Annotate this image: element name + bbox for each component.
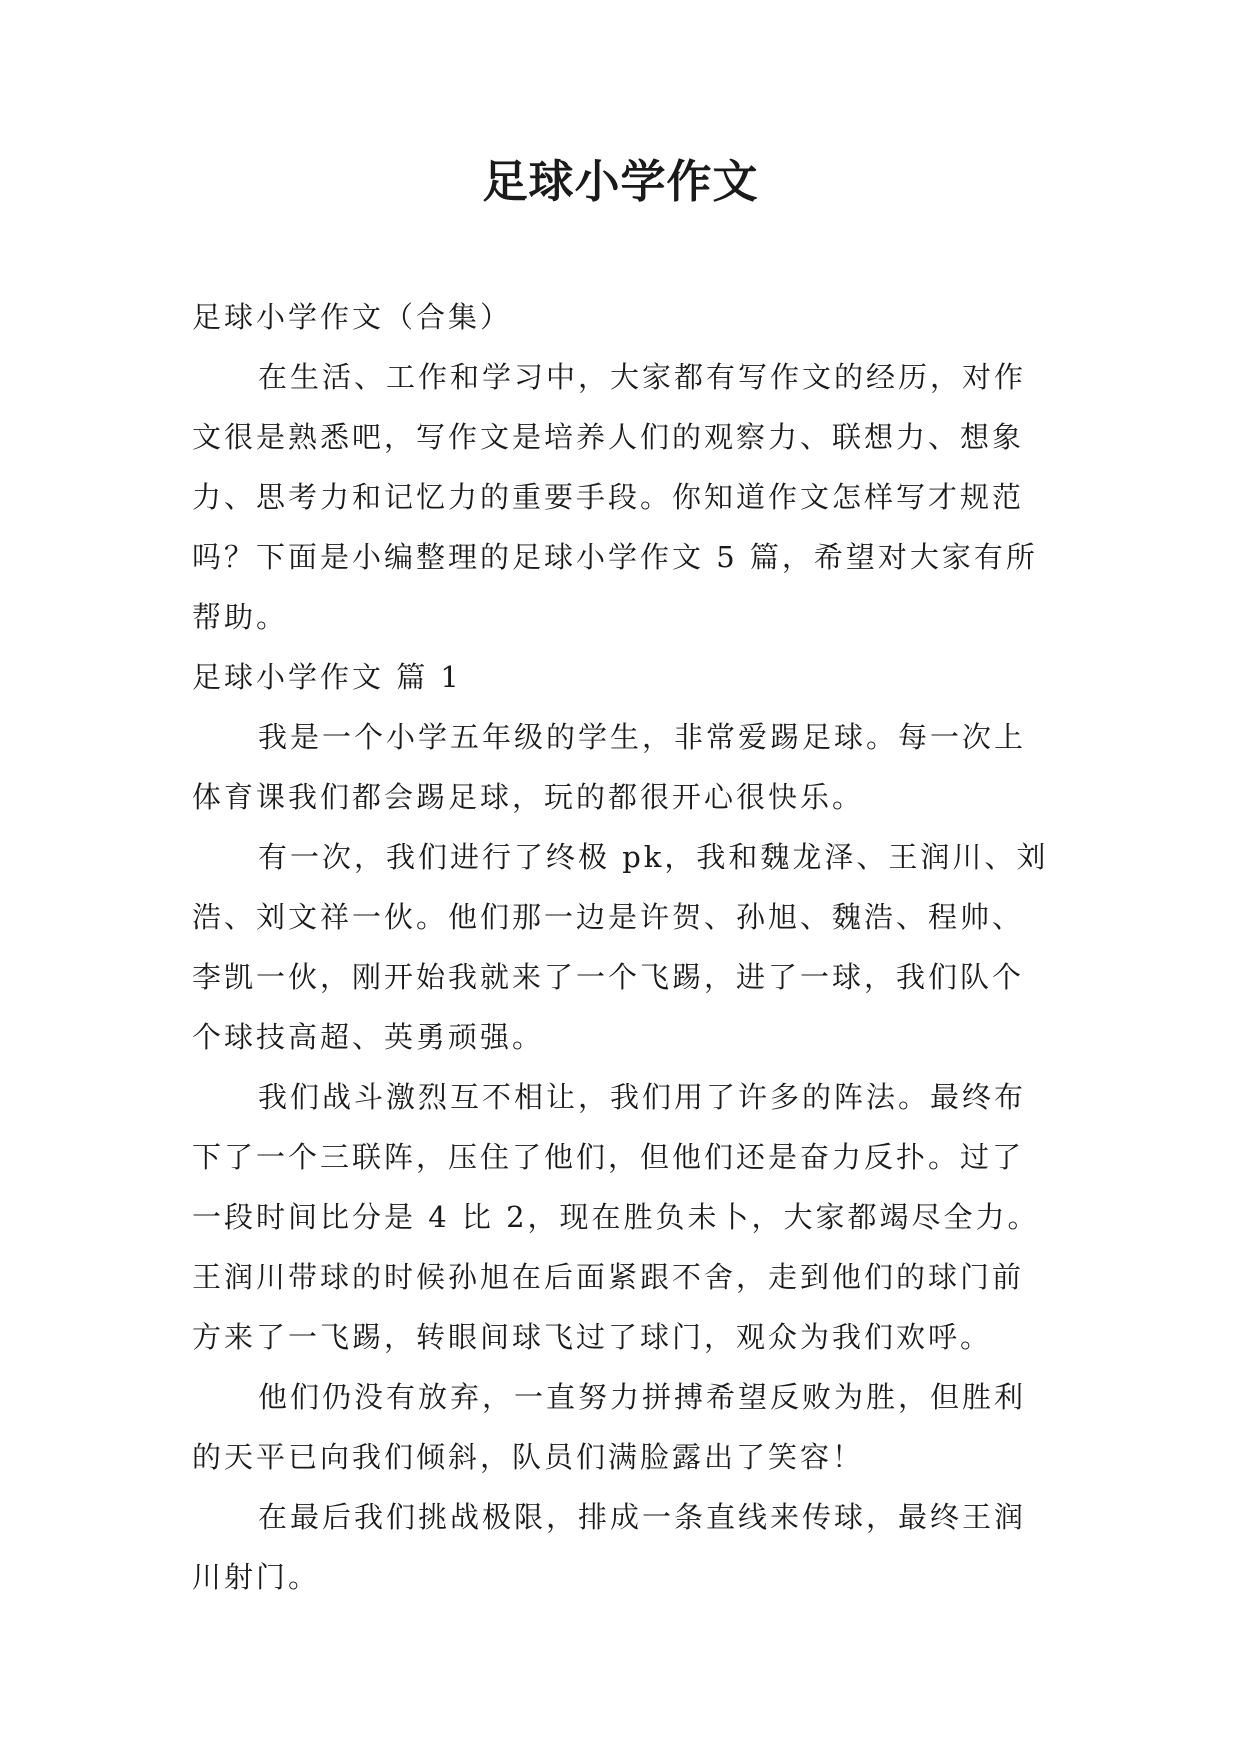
intro-heading: 足球小学作文（合集） (192, 300, 513, 334)
paragraph-line: 一段时间比分是 4 比 2，现在胜负未卜，大家都竭尽全力。 (192, 1200, 1040, 1234)
paragraph-line: 有一次，我们进行了终极 pk，我和魏龙泽、王润川、刘 (258, 840, 1049, 874)
paragraph-line: 方来了一飞踢，转眼间球飞过了球门，观众为我们欢呼。 (192, 1320, 993, 1354)
paragraph-line: 下了一个三联阵，压住了他们，但他们还是奋力反扑。过了 (192, 1140, 1025, 1174)
paragraph-line: 浩、刘文祥一伙。他们那一边是许贺、孙旭、魏浩、程帅、 (192, 900, 1025, 934)
paragraph-line: 我们战斗激烈互不相让，我们用了许多的阵法。最终布 (258, 1080, 1027, 1114)
paragraph-line: 的天平已向我们倾斜，队员们满脸露出了笑容！ (192, 1440, 865, 1474)
paragraph-line: 力、思考力和记忆力的重要手段。你知道作文怎样写才规范 (192, 480, 1025, 514)
paragraph-line: 王润川带球的时候孙旭在后面紧跟不舍，走到他们的球门前 (192, 1260, 1025, 1294)
paragraph-line: 川射门。 (192, 1560, 321, 1594)
paragraph-line: 在最后我们挑战极限，排成一条直线来传球，最终王润 (258, 1500, 1027, 1534)
paragraph-line: 李凯一伙，刚开始我就来了一个飞踢，进了一球，我们队个 (192, 960, 1025, 994)
paragraph-line: 我是一个小学五年级的学生，非常爱踢足球。每一次上 (258, 720, 1027, 754)
paragraph-line: 吗？下面是小编整理的足球小学作文 5 篇，希望对大家有所 (192, 540, 1038, 574)
paragraph-line: 文很是熟悉吧，写作文是培养人们的观察力、联想力、想象 (192, 420, 1025, 454)
paragraph-line: 在生活、工作和学习中，大家都有写作文的经历，对作 (258, 360, 1027, 394)
document-body (192, 287, 1072, 1607)
essay-heading: 足球小学作文 篇 1 (192, 660, 462, 694)
paragraph-line: 他们仍没有放弃，一直努力拼搏希望反败为胜，但胜利 (258, 1380, 1027, 1414)
paragraph-line: 帮助。 (192, 600, 289, 634)
paragraph-line: 体育课我们都会踢足球，玩的都很开心很快乐。 (192, 780, 865, 814)
paragraph-line: 个球技高超、英勇顽强。 (192, 1020, 545, 1054)
document-title: 足球小学作文 (482, 155, 759, 208)
